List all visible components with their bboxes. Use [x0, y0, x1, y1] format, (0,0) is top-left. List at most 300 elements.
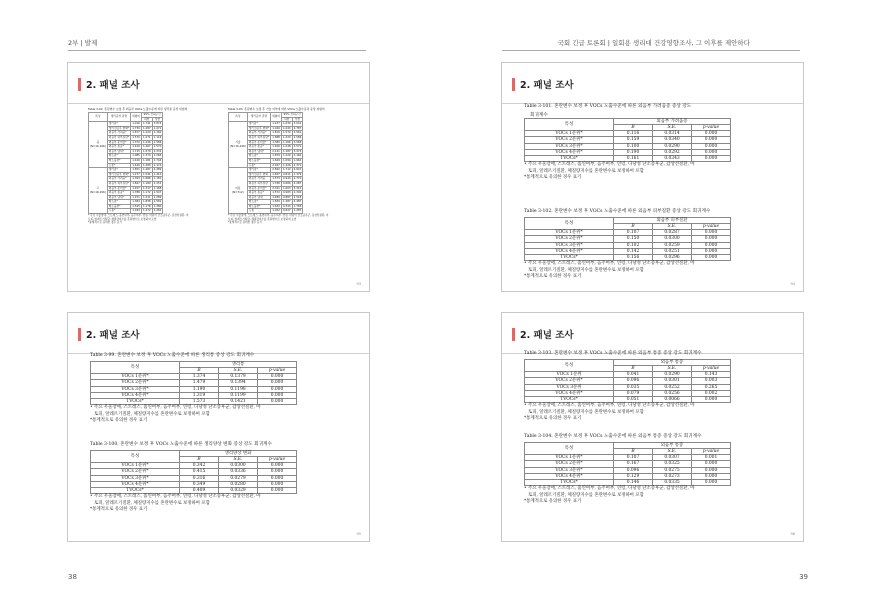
- table-cell: 0.000: [692, 137, 731, 143]
- table-note: 토피, 알레르기질환, 체질량지수를 혼란변수로 보정하여 포함: [528, 168, 644, 174]
- column-header: B: [180, 456, 219, 462]
- mini-cell: 1.847: [132, 180, 140, 185]
- mini-row-label: 외음부 냄새*: [107, 195, 130, 200]
- mini-row-label: 생리통*: [247, 168, 270, 173]
- mini-row-label: 외음부 분비물*: [247, 140, 270, 145]
- table-cell: 0.1379: [219, 374, 258, 380]
- table-cell: 0.142: [614, 248, 653, 254]
- table-cell: 0.0335: [653, 479, 692, 485]
- mini-cell: 1.962: [293, 157, 302, 162]
- mini-cell: 1.467: [142, 144, 151, 149]
- column-header: S.E.: [219, 456, 258, 462]
- mini-cell: 1.229: [282, 153, 291, 158]
- mini-cell: 1.049: [272, 125, 280, 130]
- column-header: p-value: [692, 365, 731, 371]
- table-cell: 0.100: [614, 143, 653, 149]
- hazard-table-right: [228, 112, 303, 214]
- mini-cell: 1.048: [282, 144, 291, 149]
- mini-cell: 1.184: [132, 208, 140, 213]
- mini-cell: 1.287: [282, 199, 291, 204]
- table-cell: 0.0307: [653, 455, 692, 461]
- table-cell: 1.190: [180, 386, 219, 392]
- table-cell: 0.000: [692, 242, 731, 248]
- hazard-table-left: [88, 112, 163, 214]
- row-label: VOCs 3분위*: [91, 475, 180, 481]
- table-cell: 0.003: [692, 378, 731, 384]
- mini-cell: 1.879: [272, 153, 280, 158]
- regression-block-103: [524, 351, 731, 422]
- mini-cell: 3.041: [293, 121, 302, 126]
- regression-block-99: [90, 353, 297, 424]
- mini-cell: 1.629: [272, 157, 280, 162]
- table-cell: 0.349: [180, 481, 219, 487]
- table-note: 토피, 알레르기질환, 체질량지수를 혼란변수로 보정하여 포함: [528, 492, 644, 498]
- table-cell: 0.1199: [219, 392, 258, 398]
- mini-cell: 1.839: [272, 199, 280, 204]
- mini-header: 위험비: [131, 113, 142, 122]
- mini-group-label: 미용 (N=712): [229, 168, 248, 214]
- mini-cell: 1.287: [293, 208, 302, 213]
- column-header: S.E.: [653, 223, 692, 229]
- mini-row-label: 두통*: [247, 163, 270, 168]
- table-cell: 0.0290: [653, 143, 692, 149]
- mini-cell: 1.632: [272, 203, 280, 208]
- row-label: TVOCs*: [525, 254, 614, 260]
- mini-cell: 1.094: [282, 157, 291, 162]
- row-label: VOCs 1분위*: [91, 463, 180, 469]
- mini-cell: 1.287: [142, 125, 151, 130]
- table-note: *통계적으로 유의한 경우 표기: [90, 506, 148, 512]
- mini-cell: 1.457: [132, 185, 140, 190]
- table-cell: 1.573: [180, 398, 219, 404]
- mini-table-left-notes: [88, 214, 189, 225]
- table-cell: 0.000: [258, 374, 297, 380]
- mini-row-label: 외음부 분비물*: [107, 186, 130, 191]
- mini-cell: 0.680: [282, 180, 291, 185]
- column-header: p-value: [258, 456, 297, 462]
- mini-cell: 1.220: [142, 130, 151, 135]
- column-header: S.E.: [653, 124, 692, 130]
- row-label: VOCs 3분위*: [525, 143, 614, 149]
- row-label: TVOCs*: [525, 396, 614, 402]
- mini-cell: 1.744: [153, 157, 162, 162]
- mini-row-label: 외음부 피부질환*: [108, 134, 130, 139]
- mini-cell: 2.300: [293, 190, 302, 195]
- table-cell: 0.190: [614, 149, 653, 155]
- mini-table-right: [228, 107, 329, 225]
- mini-cell: 1.280: [142, 162, 151, 167]
- column-header: p-value: [692, 124, 731, 130]
- mini-cell: 4.647: [293, 167, 302, 172]
- column-header-trait: 특성: [525, 359, 614, 371]
- mini-cell: 0.983: [282, 190, 291, 195]
- row-label: VOCs 1분위*: [525, 455, 614, 461]
- slide-title: [512, 327, 574, 341]
- mini-group-label: 고 (N=16,196): [89, 168, 108, 214]
- mini-row-label: 외음부 피부질환*: [248, 134, 270, 139]
- table-cell: 0.0280: [219, 481, 258, 487]
- table-note: • 주요 우울장애, 스트레스, 흡연여부, 음주여부, 연령, 다낭성 난소증후군, 갑상선질환, 아: [524, 162, 695, 168]
- row-label: VOCs 3분위*: [525, 242, 614, 248]
- mini-cell: 1.016: [132, 121, 140, 126]
- table-cell: 0.159: [614, 137, 653, 143]
- mini-note: *통계적으로 유의한 경우 표기: [228, 221, 262, 225]
- table-cell: 0.0256: [653, 390, 692, 396]
- mini-cell: 1.181: [142, 157, 151, 162]
- mini-cell: 2.371: [293, 162, 302, 167]
- table-note: 토피, 알레르기질환, 체질량지수를 혼란변수로 보정하여 포함: [94, 500, 210, 506]
- regression-table: [524, 118, 731, 162]
- mini-cell: 1.231: [153, 148, 162, 153]
- mini-cell: 1.573: [272, 176, 280, 181]
- table-cell: 0.000: [692, 248, 731, 254]
- right-page-header: 국회 긴급 토론회 | 일회용 생리대 건강영향조사, 그 이후를 제안하다: [557, 39, 750, 47]
- mini-cell: 1.277: [132, 171, 140, 176]
- column-header: B: [614, 223, 653, 229]
- mini-cell: 1.187: [282, 148, 291, 153]
- mini-cell: 1.168: [153, 185, 162, 190]
- mini-row-label: 배뇨통*: [107, 200, 130, 205]
- table-note: *통계적으로 유의한 경우 표기: [524, 174, 582, 180]
- mini-cell: 1.379: [293, 171, 302, 176]
- mini-cell: 2.562: [272, 167, 280, 172]
- row-label: VOCs 2분위*: [91, 380, 180, 386]
- mini-cell: 3.162: [293, 153, 302, 158]
- table-caption: Table 3-100. 혼란변수 보정 후 VOCs 노출수준에 따른 생리양상 변화 증상 강도 회귀계수: [90, 442, 272, 447]
- table-cell: 0.041: [614, 372, 653, 378]
- mini-cell: 2.287: [293, 180, 302, 185]
- table-note: *통계적으로 유의한 경우 표기: [524, 498, 582, 504]
- table-cell: 0.0252: [653, 384, 692, 390]
- title-accent-bar: [512, 328, 515, 341]
- table-note: • 주요 우울장애, 스트레스, 흡연여부, 음주여부, 연령, 다낭성 난소증후군, 갑상선질환, 아: [524, 486, 695, 492]
- mini-cell: 2.121: [272, 148, 280, 153]
- table-row: [525, 479, 731, 485]
- column-header-group: 생리통: [180, 361, 297, 367]
- title-accent-bar: [78, 78, 81, 91]
- mini-cell: 1.788: [132, 190, 140, 195]
- column-header: B: [614, 448, 653, 454]
- table-cell: 0.0314: [653, 131, 692, 137]
- mini-cell: 2.027: [272, 162, 280, 167]
- slide-title-text: 2. 패널 조사: [86, 330, 140, 341]
- regression-table: [524, 217, 731, 261]
- mini-row-label: 생리전증후 변화*: [108, 125, 130, 130]
- mini-row-label: 외음부 냄새: [247, 195, 270, 200]
- row-label: TVOCs*: [91, 398, 180, 404]
- table-cell: 0.0066: [653, 396, 692, 402]
- mini-note: 토피, 알레르기질환, 체질량지수를 혼란변수로 보정하여 포함: [228, 217, 297, 221]
- row-label: VOCs 3분위*: [525, 467, 614, 473]
- slide-top-left: [67, 62, 370, 292]
- slide-number: 94: [790, 282, 795, 286]
- table-cell: 0.079: [614, 390, 653, 396]
- slide-title: [78, 77, 140, 91]
- table-cell: 0.0287: [653, 230, 692, 236]
- mini-row-label: 외음부 피부질환: [247, 181, 270, 186]
- row-label: VOCs 2분위*: [525, 236, 614, 242]
- mini-row-label: 두통: [247, 209, 270, 214]
- mini-cell: 3.874: [153, 121, 162, 126]
- mini-header: 생리증상 관련: [107, 113, 130, 122]
- title-divider: [68, 103, 369, 104]
- table-cell: 0.0325: [653, 461, 692, 467]
- mini-cell: 1.651: [132, 167, 140, 172]
- mini-cell: 1.739: [132, 125, 140, 130]
- title-accent-bar: [512, 78, 515, 91]
- mini-cell: 1.393: [132, 176, 140, 181]
- table-cell: 0.107: [614, 455, 653, 461]
- regression-block-100: [90, 442, 297, 513]
- mini-row-label: 두통*: [107, 209, 130, 214]
- regression-block-104: [524, 434, 731, 505]
- row-label: TVOCs*: [525, 479, 614, 485]
- mini-cell: 1.384: [132, 199, 140, 204]
- table-row: [525, 254, 731, 260]
- mini-cell: 1.836: [142, 199, 151, 204]
- table-cell: 0.143: [692, 372, 731, 378]
- row-label: TVOCs*: [525, 155, 614, 161]
- table-cell: 0.000: [258, 481, 297, 487]
- mini-row-label: 배뇨통*: [247, 200, 270, 205]
- table-cell: 0.265: [692, 384, 731, 390]
- regression-table: [524, 442, 731, 486]
- table-cell: 1.374: [180, 374, 219, 380]
- column-header: S.E.: [219, 367, 258, 373]
- mini-cell: 1.426: [282, 162, 291, 167]
- mini-cell: 1.971: [132, 194, 140, 199]
- mini-row-label: 외음부 통증*: [107, 191, 130, 196]
- table-cell: 0.0296: [653, 254, 692, 260]
- mini-cell: 1.043: [282, 125, 291, 130]
- mini-cell: 1.251: [153, 180, 162, 185]
- mini-cell: 0.344: [282, 203, 291, 208]
- table-cell: 0.1421: [219, 398, 258, 404]
- mini-row-label: 생리통*: [107, 168, 130, 173]
- regression-block-101: [524, 104, 731, 181]
- table-cell: 0.000: [692, 396, 731, 402]
- mini-cell: 1.411: [142, 194, 151, 199]
- column-header-group: 외음부 통증: [614, 359, 731, 365]
- table-cell: 0.051: [614, 396, 653, 402]
- slide-title-text: 2. 패널 조사: [520, 80, 574, 91]
- mini-cell: 3.571: [293, 144, 302, 149]
- table-cell: 0.000: [692, 230, 731, 236]
- row-label: VOCs 3분위*: [91, 386, 180, 392]
- table-cell: 0.409: [180, 487, 219, 493]
- row-label: VOCs 2분위*: [525, 461, 614, 467]
- table-cell: 0.161: [614, 155, 653, 161]
- row-label: VOCs 1분위*: [91, 374, 180, 380]
- table-note: 토피, 알레르기질환, 체질량지수를 혼란변수로 보정하여 포함: [528, 267, 644, 273]
- mini-row-label: 외음부 통증*: [247, 191, 270, 196]
- column-header: p-value: [692, 223, 731, 229]
- column-header-trait: 특성: [91, 361, 180, 373]
- table-row: [525, 155, 731, 161]
- table-cell: 0.000: [258, 380, 297, 386]
- mini-cell: 1.279: [142, 148, 151, 153]
- mini-cell: 1.116: [153, 134, 162, 139]
- mini-cell: 1.380: [153, 203, 162, 208]
- mini-header: 특성: [229, 113, 248, 122]
- mini-cell: 1.440: [132, 162, 140, 167]
- table-note: *통계적으로 유의한 경우 표기: [524, 415, 582, 421]
- mini-row-label: 외음부 가려움*: [107, 177, 130, 182]
- mini-cell: 1.471: [153, 125, 162, 130]
- mini-cell: 1.229: [282, 134, 291, 139]
- mini-cell: 3.474: [293, 148, 302, 153]
- table-cell: 1.479: [180, 380, 219, 386]
- mini-cell: 0.811: [282, 171, 291, 176]
- table-cell: 0.000: [692, 473, 731, 479]
- row-label: VOCs 4분위*: [525, 248, 614, 254]
- mini-cell: 1.338: [272, 180, 280, 185]
- mini-cell: 1.741: [142, 121, 151, 126]
- table-cell: 0.0336: [219, 469, 258, 475]
- mini-cell: 1.370: [132, 139, 140, 144]
- mini-cell: 1.317: [142, 185, 151, 190]
- table-cell: 0.146: [614, 479, 653, 485]
- mini-cell: 1.181: [153, 176, 162, 181]
- slide-title-text: 2. 패널 조사: [86, 80, 140, 91]
- mini-cell: 4.487: [293, 199, 302, 204]
- column-header-group: 외음부 가려움증: [614, 118, 731, 124]
- table-cell: 0.000: [692, 143, 731, 149]
- table-cell: 0.000: [258, 398, 297, 404]
- column-header: B: [614, 365, 653, 371]
- regression-table: [524, 359, 731, 403]
- mini-cell: 1.180: [142, 180, 151, 185]
- table-note: *통계적으로 유의한 경우 표기: [90, 417, 148, 423]
- slide-number: 95: [356, 532, 361, 536]
- mini-row-label: 외음부 냄새*: [107, 149, 130, 154]
- table-caption: Table 3-99. 혼란변수 보정 후 VOCs 노출수준에 따른 생리통 증상 강도 회귀계수: [90, 353, 255, 358]
- table-cell: 0.0340: [653, 137, 692, 143]
- table-cell: 0.0300: [219, 463, 258, 469]
- mini-group-label: 중 (N=16,196): [89, 122, 108, 168]
- mini-cell: 1.712: [282, 167, 291, 172]
- mini-cell: 1.715: [132, 148, 140, 153]
- mini-cell: 1.034: [282, 121, 291, 126]
- mini-cell: 1.237: [272, 121, 280, 126]
- column-header: p-value: [258, 367, 297, 373]
- table-cell: 0.116: [614, 131, 653, 137]
- table-caption-cont: 회귀계수: [530, 112, 548, 118]
- mini-cell: 1.688: [272, 134, 280, 139]
- mini-cell: 1.570: [132, 134, 140, 139]
- table-cell: 0.000: [258, 487, 297, 493]
- mini-row-label: 외음부 분비물*: [107, 140, 130, 145]
- mini-row-label: 배뇨불편*: [107, 204, 130, 209]
- table-cell: 0.000: [692, 131, 731, 137]
- slide-number: 96: [790, 532, 795, 536]
- mini-cell: 1.172: [142, 190, 151, 195]
- mini-cell: 1.271: [142, 134, 151, 139]
- row-label: VOCs 4분위*: [91, 481, 180, 487]
- mini-row-label: 배뇨불편*: [247, 204, 270, 209]
- column-header: B: [180, 367, 219, 373]
- table-cell: 0.000: [258, 392, 297, 398]
- mini-cell: 1.472: [142, 208, 151, 213]
- mini-header: 위험비: [271, 113, 282, 122]
- table-cell: 0.096: [614, 378, 653, 384]
- row-label: VOCs 4분위*: [525, 149, 614, 155]
- slide-bottom-left: [67, 312, 370, 542]
- table-note: 토피, 알레르기질환, 체질량지수를 혼란변수로 보정하여 포함: [94, 411, 210, 417]
- table-cell: 0.001: [692, 455, 731, 461]
- mini-cell: 1.783: [293, 203, 302, 208]
- column-header-trait: 특성: [91, 450, 180, 462]
- mini-cell: 1.166: [282, 139, 291, 144]
- row-label: VOCs 2분위*: [525, 137, 614, 143]
- mini-cell: 0.944: [282, 176, 291, 181]
- mini-cell: 1.420: [132, 144, 140, 149]
- row-label: TVOCs*: [91, 487, 180, 493]
- column-header-trait: 특성: [525, 442, 614, 454]
- regression-table: [90, 361, 297, 405]
- table-cell: 0.342: [180, 463, 219, 469]
- table-cell: 0.000: [692, 236, 731, 242]
- column-header-group: 외음부 피부질환: [614, 217, 731, 223]
- table-caption: Table 3-104. 혼란변수 보정 후 VOCs 노출수준에 따른 외음부 통증 증상 강도 회귀계수: [524, 434, 702, 439]
- row-label: VOCs 2분위*: [91, 469, 180, 475]
- left-header-rule: [68, 50, 366, 51]
- table-cell: 0.000: [258, 475, 297, 481]
- mini-cell: 0.627: [282, 208, 291, 213]
- mini-cell: 1.022: [272, 208, 280, 213]
- mini-cell: 3.568: [293, 139, 302, 144]
- table-cell: 0.102: [614, 242, 653, 248]
- mini-cell: 1.545: [132, 203, 140, 208]
- table-cell: 0.002: [692, 390, 731, 396]
- column-header: S.E.: [653, 448, 692, 454]
- mini-note: * 주요 우울장애, 스트레스, 흡연여부, 음주여부, 연령, 마냥이 난소증후군, 갑상선질환, 아: [88, 214, 189, 218]
- mini-header: 하한: [141, 117, 152, 122]
- mini-cell: 1.085: [132, 153, 140, 158]
- mini-cell: 1.266: [153, 153, 162, 158]
- mini-cell: 4.312: [293, 185, 302, 190]
- slide-top-right: [501, 62, 804, 292]
- table-cell: 0.150: [614, 236, 653, 242]
- mini-cell: 2.561: [293, 130, 302, 135]
- mini-cell: 1.246: [142, 139, 151, 144]
- mini-cell: 0.887: [282, 194, 291, 199]
- row-label: VOCs 4분위*: [525, 473, 614, 479]
- mini-row-label: 배뇨통*: [107, 154, 130, 159]
- title-accent-bar: [78, 328, 81, 341]
- mini-group-label: 기술 (N=16,196): [229, 122, 248, 168]
- row-label: VOCs 3분위: [525, 384, 614, 390]
- mini-table-right-caption: Table 3-93. 혼란변수 보정 후 기술 여부에 따른 VOCs 노출수준과 증상 위험비: [228, 107, 325, 111]
- slide-title: [512, 77, 574, 91]
- mini-table-right-notes: [228, 214, 329, 225]
- table-cell: 0.0292: [653, 149, 692, 155]
- mini-cell: 1.547: [153, 190, 162, 195]
- mini-note: * 주요 우울장애, 스트레스, 흡연여부, 음주여부, 연령, 마냥이 난소증후군, 갑상선질환, 아: [228, 214, 329, 218]
- table-caption: Table 3-101. 혼란변수 보정 후 VOCs 노출수준에 따른 외음부 가려움증 증상 강도: [524, 104, 692, 109]
- table-note: 토피, 알레르기질환, 체질량지수를 혼란변수로 보정하여 포함: [528, 409, 644, 415]
- row-label: VOCs 1분위*: [525, 230, 614, 236]
- table-note: *통계적으로 유의한 경우 표기: [524, 273, 582, 279]
- left-page-header: 2부 | 발제: [68, 39, 98, 47]
- mini-header: 생리증상 관련: [247, 113, 270, 122]
- mini-cell: 1.586: [153, 139, 162, 144]
- table-cell: 0.0251: [653, 248, 692, 254]
- column-header: B: [614, 124, 653, 130]
- column-header: p-value: [692, 448, 731, 454]
- table-cell: 1.319: [180, 392, 219, 398]
- row-label: VOCs 1분위*: [525, 131, 614, 137]
